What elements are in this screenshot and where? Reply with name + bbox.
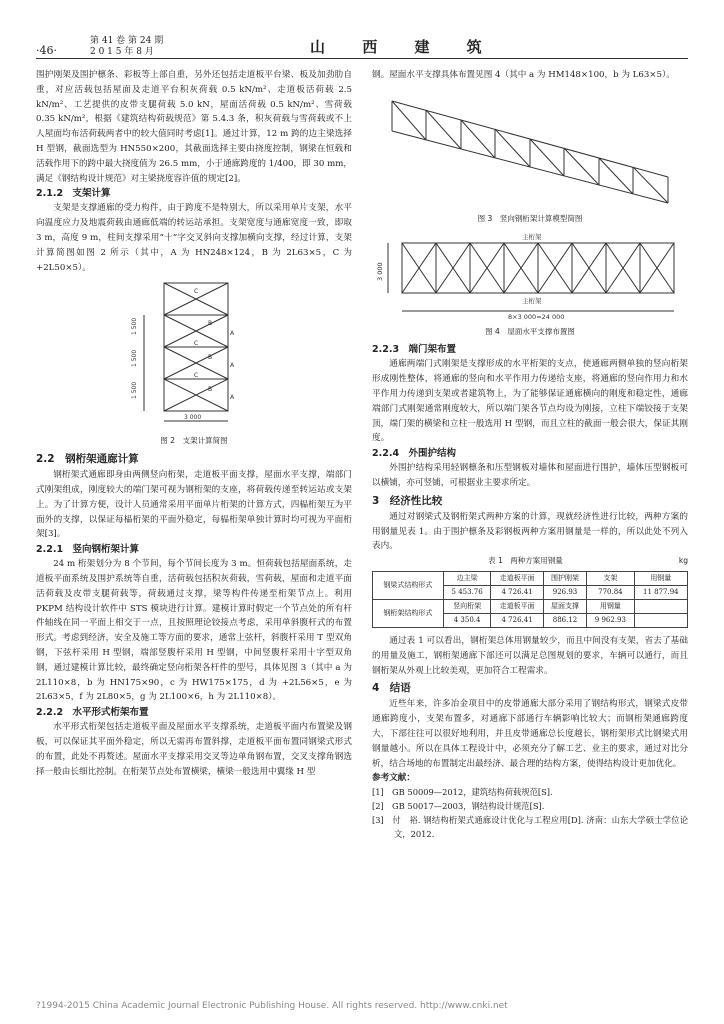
right-column <box>372 68 688 841</box>
dim-label: 8×3 000=24 000 <box>508 312 565 321</box>
references-list <box>372 785 688 841</box>
dim-label: 1 500 <box>131 318 138 336</box>
dim-label: 3 000 <box>376 261 384 281</box>
left-column <box>36 68 352 779</box>
member-label: C <box>194 288 199 296</box>
dim-label: 1 500 <box>131 350 138 368</box>
member-label: C <box>194 372 199 380</box>
dim-label: 3 000 <box>184 414 202 422</box>
page-number: ·46· <box>36 44 57 57</box>
support-frame-diagram <box>114 279 274 429</box>
paragraph: 水平形式桁架包括走道板平面及屋面水平支撑系统，走道板平面内布置梁及钢板，可以保证其平面外稳定，所以无需再布置斜撑，走道板平面布置同钢梁式形式的布置，此处不再赘述。屋面水平支撑采用交叉等边单角钢布置，交叉支撑角钢选择一般由长细比控制。在桁架节点处布置横梁，横梁一般选用中翼缘 H 型 <box>36 722 352 777</box>
volume-info: 第 41 卷 第 24 期 2 0 1 5 年 8 月 <box>90 36 164 57</box>
table-row: 钢梁式结构形式 边主梁 走道板平面 围护刚架 支架 用钢量 <box>373 571 688 585</box>
table-caption: 表 1 两种方案用钢量 kg <box>488 556 688 566</box>
section-heading: 4 结语 <box>372 682 411 695</box>
truss-model-diagram <box>372 87 688 207</box>
paragraph: 钢。屋面水平支撑具体布置见图 4（其中 a 为 HM148×100，b 为 L63×5）。 <box>372 70 675 80</box>
header-rule <box>36 58 688 59</box>
section-heading: 2.2.2 水平形式桁架布置 <box>36 707 149 719</box>
section-heading: 2.1.2 支架计算 <box>36 188 111 200</box>
steel-usage-table <box>372 571 688 628</box>
figure-caption: 图 2 支架计算简图 <box>160 436 228 446</box>
figure-2 <box>36 279 352 447</box>
section-heading: 3 经济性比较 <box>372 494 443 507</box>
paragraph: 钢桁架式通廊即身由两侧竖向桁架，走道板平面支撑，屋面水平支撑，端部门式刚架组成，刚度较大的端门架可视为钢桁架的支座，将荷载传递至转运站或支架上。为了计算方便，设计人员通常采用平面单片桁架的计算方式，四榀桁架互为平面外的支撑，以保证每榀桁架的平面外稳定，每榀桁架单独计算时均可视为平面桁架[3]。 <box>36 470 352 540</box>
member-label: C <box>194 340 199 348</box>
section-heading: 2.2.1 竖向钢桁架计算 <box>36 544 140 556</box>
copyright-footer: ?1994-2015 China Academic Journal Electronic Publishing House. All rights reserved. http://www.cnki.net <box>36 1001 508 1011</box>
top-chord-label: 主桁架 <box>522 232 542 241</box>
figure-caption: 图 4 屋面水平支撑布置图 <box>485 327 575 337</box>
table-row: 钢桁架结构形式 竖向桁架 走道板平面 屋面支撑 用钢量 <box>373 599 688 613</box>
figure-4 <box>372 229 688 339</box>
figure-caption: 图 3 竖向钢桁架计算模型简图 <box>477 213 583 223</box>
paragraph: 支架是支撑通廊的受力构件，由于跨度不是特别大，所以采用单片支架，水平向温度应力及地震荷载由通廊低端的转运站承担。支架宽度与通廊宽度一致，即取 3 m，高度 9 m，柱间支撑采用“十”字交叉斜向支撑加横向支撑，经过计算，支架计算简图如图 2 所示（其中，A 为 HN248×124，B 为 2L63×5，C 为 +2L50×5）。 <box>36 203 352 273</box>
reference-item: [2] GB 50017—2003，钢结构设计规范[S]. <box>372 801 545 812</box>
section-heading: 2.2.4 外围护结构 <box>372 448 457 460</box>
reference-item: [3] 付 裕. 钢结构桁架式通廊设计优化与工程应用[D]. 济南：山东大学硕士学位论文，2012. <box>372 815 688 840</box>
member-label: A <box>230 330 235 338</box>
table-row: 5 453.76 4 726.41 926.93 770.84 11 877.94 <box>373 585 688 599</box>
journal-title: 山 西 建 筑 <box>310 38 498 56</box>
figure-3 <box>372 87 688 225</box>
paragraph: 近些年来，许多冶金项目中的皮带通廊大部分采用了钢结构形式，钢梁式皮带通廊跨度小，支架布置多，对通廊下部通行车辆影响比较大；而钢桁架通廊跨度大，下部往往可以很好地利用，并且皮带通廊总长度越长，钢桁架形式比钢梁式用钢量越小。所以在具体工程设计中，必须充分了解工艺、业主的要求，通过对比分析，结合场地的布置制定出最经济、最合理的结构方案，使得结构设计更加优化。 <box>372 699 688 769</box>
section-heading: 2.2 钢桁架通廊计算 <box>36 453 139 466</box>
reference-item: [1] GB 50009—2012，建筑结构荷载规范[S]. <box>372 787 553 798</box>
member-label: A <box>230 394 235 402</box>
paragraph: 围护刚架及围护檩条、彩板等上部自重，另外还包括走道板平台梁、板及加劲肋自重，对应活载包括屋面及走道平台积灰荷载 0.5 kN/m²、走道板活荷载 2.5 kN/m²、工艺提供的皮带支腿荷载 5.0 kN，屋面活荷载 0.5 kN/m²、雪荷载 0.35 kN/m²，根据《建筑结构荷载规范》第 5.4.3 条，积灰荷载与雪荷载或不上人屋面均布活荷载两者中的较大值同时考虑[1]。通过计算，12 m 跨的边主梁选择 H 型钢，截面选型为 HN550×200，其截面选择主要由挠度控制，钢梁在恒载和活载作用下的跨中最大挠度值为 26.5 mm，小于通廊跨度的 1/400，即 30 mm，满足《钢结构设计规范》对主梁挠度容许值的规定[2]。 <box>36 70 352 184</box>
dim-label: 1 500 <box>131 382 138 400</box>
member-label: A <box>230 362 235 370</box>
page-header <box>0 0 724 62</box>
member-label: B <box>208 386 213 394</box>
bottom-chord-label: 主桁架 <box>522 296 542 305</box>
paragraph: 通廊两端门式刚架是支撑形成的水平桁架的支点，使通廊两侧单独的竖向桁架形成刚性整体，将通廊的竖向和水平作用力传递给支座，将通廊的竖向作用力和水平作用力传递到支架或者建筑物上，为了能够保证通廊横向的刚度和稳定性，通廊端部门式刚架通常刚度较大，所以端门架各节点均设为刚接，立柱下端铰接于支架顶，端门架的横梁和立柱一般选用 H 型钢，而且立柱的截面一般会很大，保证其刚度。 <box>372 359 688 444</box>
references-title: 参考文献： <box>372 773 415 784</box>
paragraph: 外围护结构采用轻钢檩条和压型钢板对墙体和屋面进行围护，墙体压型钢板可以横铺，亦可竖铺，可根据业主要求所定。 <box>372 463 688 488</box>
paragraph: 通过表 1 可以看出，钢桁架总体用钢量较少，而且中间没有支架，省去了基础的用量及施工，钢桁架通廊下部还可以满足总图规划的要求，车辆可以通行，而且钢桁架从外观上比较美观，更加符合工程需求。 <box>372 635 688 676</box>
paragraph: 24 m 桁架划分为 8 个节间，每个节间长度为 3 m。恒荷载包括屋面系统，走道板平面系统及围护系统等自重，活荷载包括积灰荷载，雪荷载，屋面和走道平面活荷载及皮带支腿荷载等，荷载通过支撑，梁等构件传递至桁架节点上。利用 PKPM 结构设计软件中 STS 模块进行计算。建模计算时假定一个节点处的所有杆件轴线在同一平面上相交于一点，且按照理论铰接点考虑，采用单斜腹杆式的布置形式。考虑到经济，安全及施工等方面的要求，通常上弦杆，斜腹杆采用 T 型双角钢，下弦杆采用 H 型钢，端部竖腹杆采用 H 型钢，中间竖腹杆采用十字型双角钢，通过建模计算比较，最终确定竖向桁架各杆件的型号，具体见图 3（其中 a 为 2L110×8，b 为 HN175×90，c 为 HW175×175，d 为 +2L56×5，e 为 2L63×5，f 为 2L80×5，g 为 2L100×6，h 为 2L110×8）。 <box>36 559 352 703</box>
member-label: B <box>208 354 213 362</box>
roof-bracing-diagram <box>372 229 688 321</box>
section-heading: 2.2.3 端门架布置 <box>372 344 457 356</box>
paragraph: 通过对钢梁式及钢桁架式两种方案的计算，现就经济性进行比较，两种方案的用钢量见表 1。由于围护檩条及彩钢板两种方案用钢量是一样的，所以此处不列入表内。 <box>372 511 688 552</box>
member-label: B <box>208 320 213 328</box>
table-row: 4 350.4 4 726.41 886.12 9 962.93 <box>373 613 688 627</box>
